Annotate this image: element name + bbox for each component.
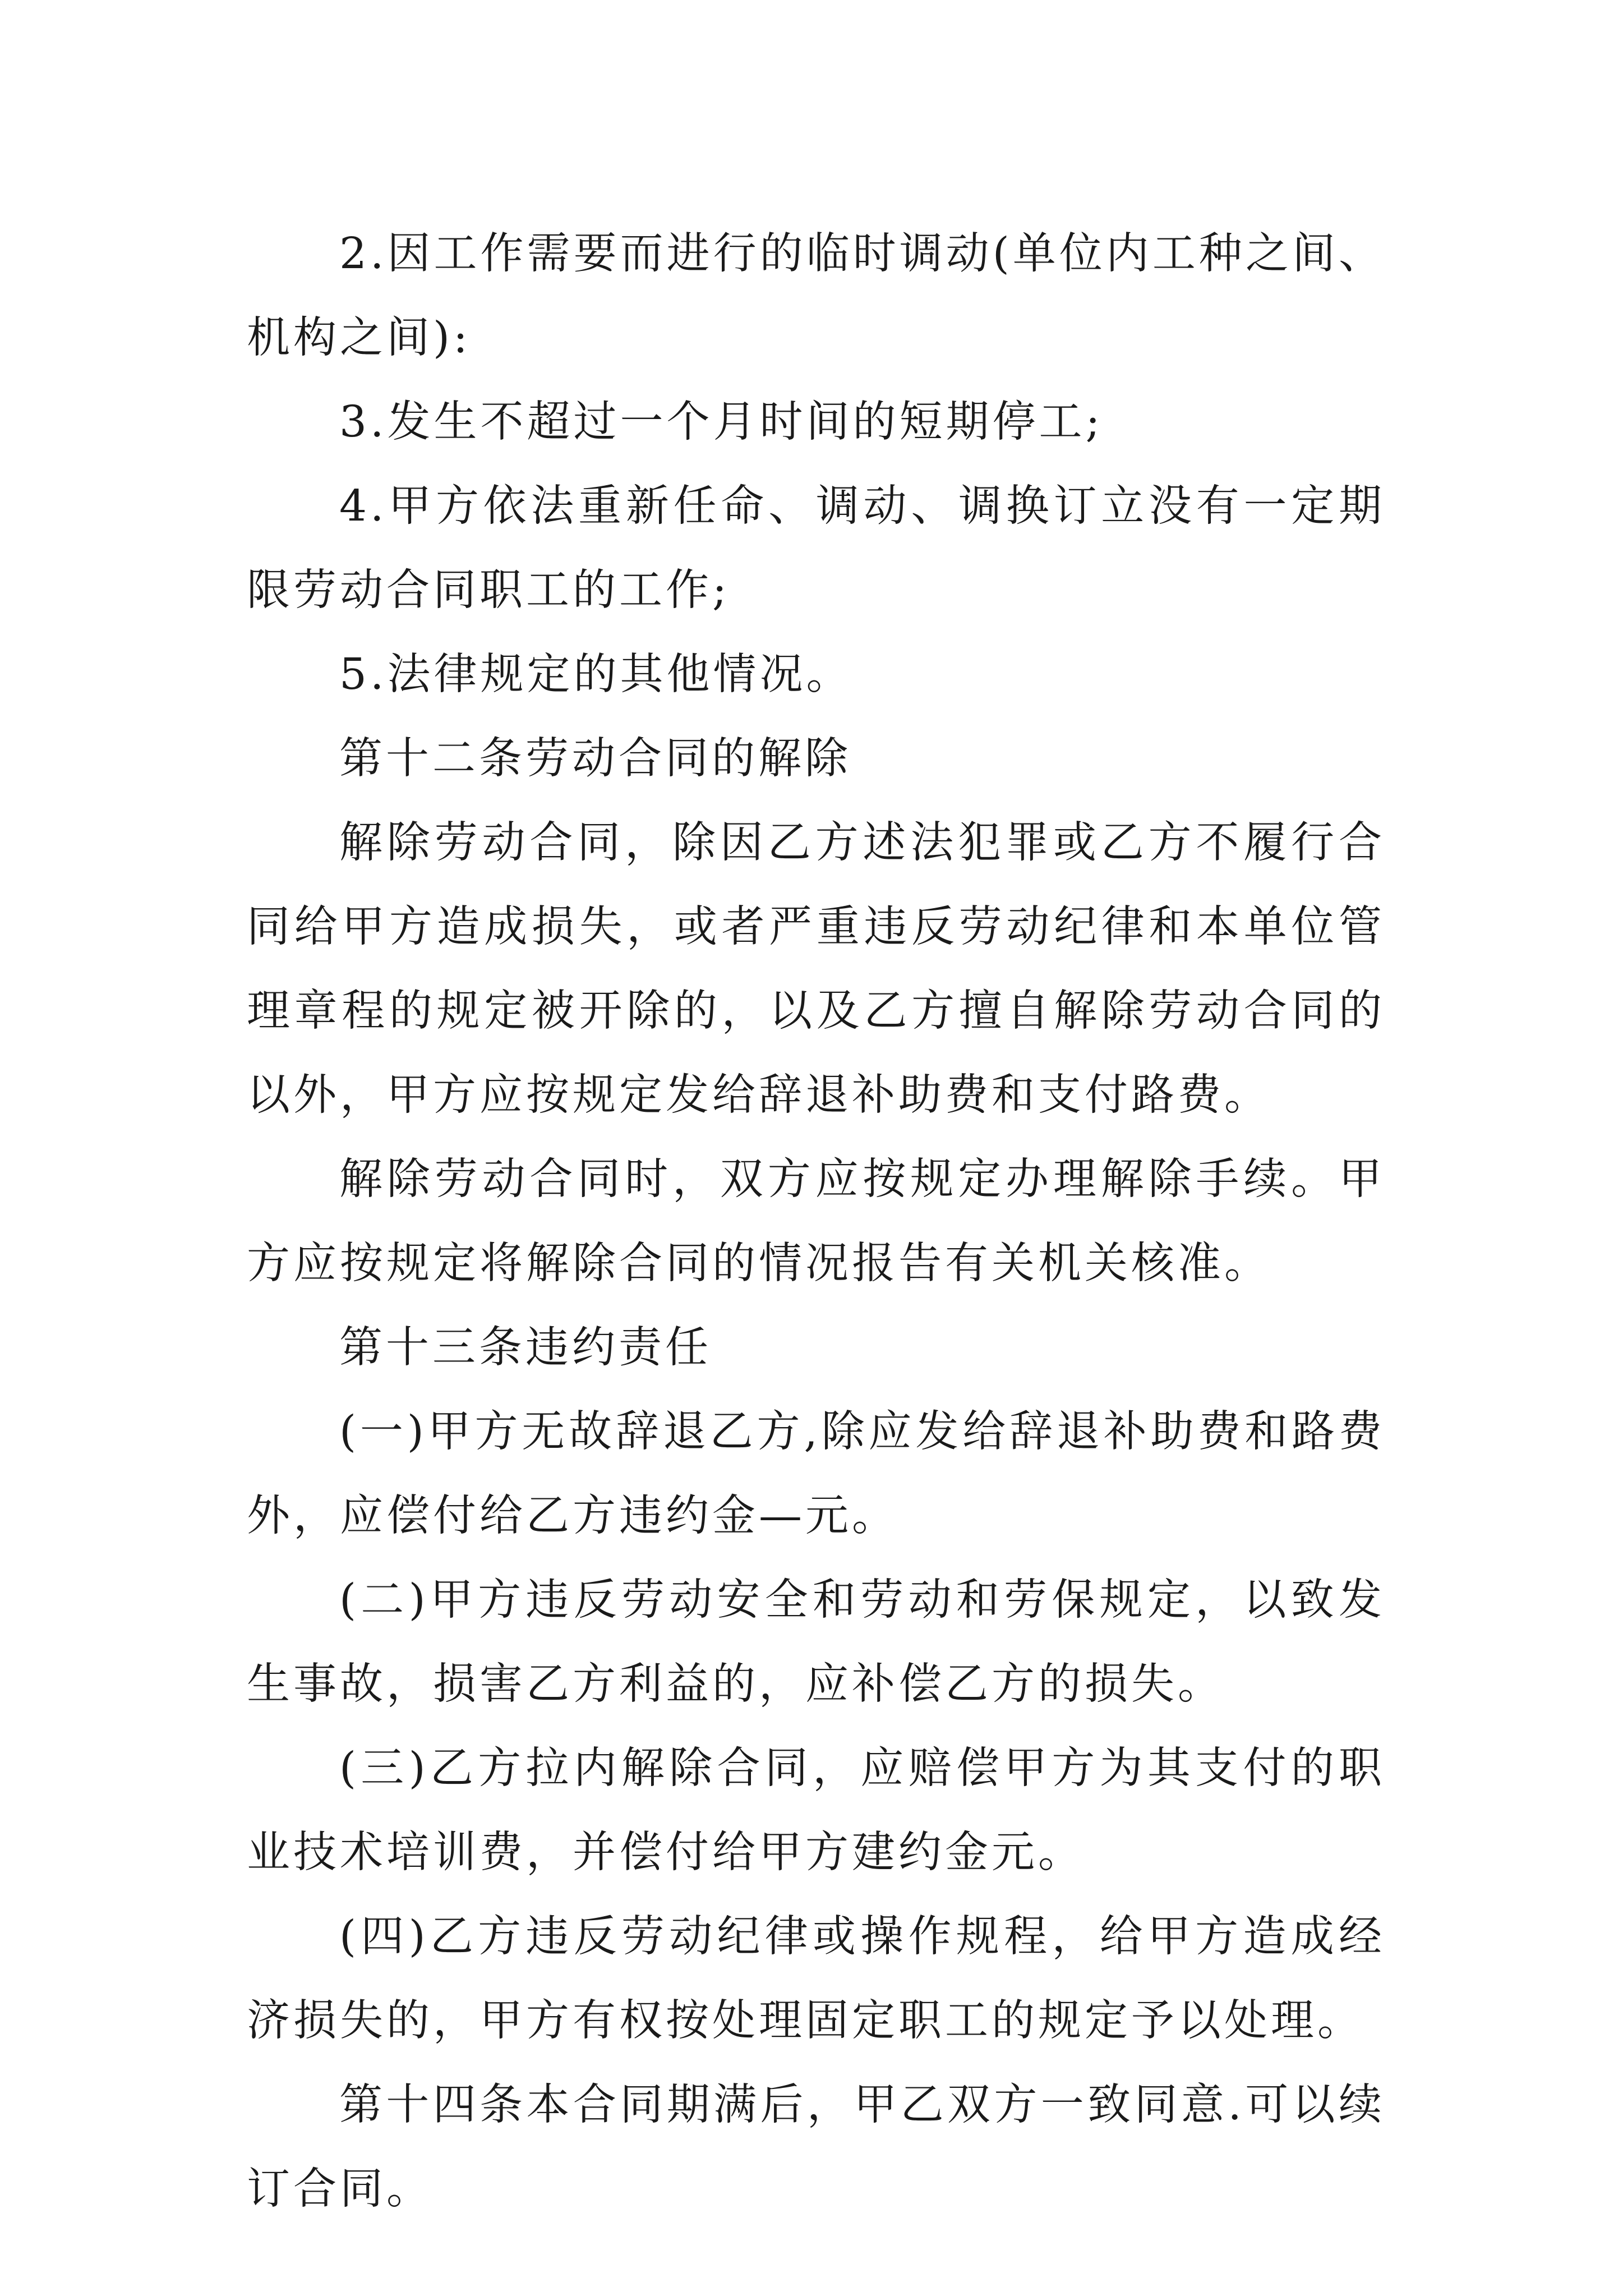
article-12-heading: 第十二条劳动合同的解除 xyxy=(339,734,851,784)
article-13-item-4: (四)乙方违反劳动纪律或操作规程，给甲方造成经济损失的，甲方有权按处理固定职工的规定予以处理。 xyxy=(247,1912,1385,2046)
article-14-paragraph: 第十四条本合同期满后，甲乙双方一致同意.可以续订合同。 xyxy=(247,2080,1385,2214)
article-12-paragraph-2: 解除劳动合同时，双方应按规定办理解除手续。甲方应按规定将解除合同的情况报告有关机关核准。 xyxy=(247,1154,1385,1289)
article-12-paragraph-1: 解除劳动合同，除因乙方述法犯罪或乙方不履行合同给甲方造成损失，或者严重违反劳动纪律和本单位管理章程的规定被开除的，以及乙方擅自解除劳动合同的以外，甲方应按规定发给辞退补助费和支付路费。 xyxy=(247,818,1385,1120)
clause-item-3: 3.发生不超过一个月时间的短期停工; xyxy=(339,397,1104,447)
clause-item-2: 2.因工作需要而进行的临时调动(单位内工种之间、机构之间): xyxy=(247,229,1385,363)
document-body xyxy=(247,212,1385,2231)
clause-item-4: 4.甲方依法重新任命、调动、调换订立没有一定期限劳动合同职工的工作; xyxy=(247,481,1385,615)
clause-item-5: 5.法律规定的其他情况。 xyxy=(339,650,853,700)
article-13-item-3: (三)乙方拉内解除合同，应赔偿甲方为其支付的职业技术培训费，并偿付给甲方建约金元。 xyxy=(247,1743,1385,1878)
article-13-heading: 第十三条违约责任 xyxy=(339,1323,712,1373)
article-13-item-1: (一)甲方无故辞退乙方,除应发给辞退补助费和路费外，应偿付给乙方违约金—元。 xyxy=(247,1407,1385,1541)
article-13-item-2: (二)甲方违反劳动安全和劳动和劳保规定，以致发生事故，损害乙方利益的，应补偿乙方的损失。 xyxy=(247,1575,1385,1709)
